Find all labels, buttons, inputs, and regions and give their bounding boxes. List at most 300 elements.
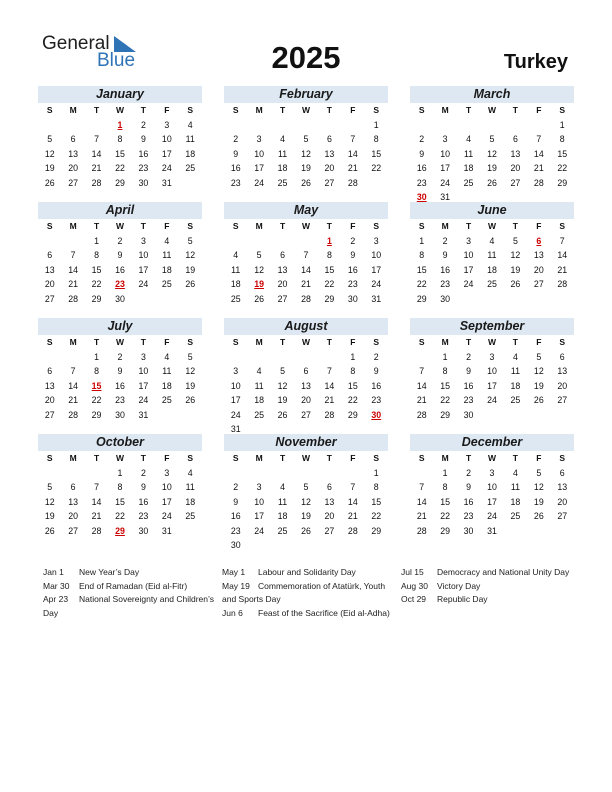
day-cell: 27: [68, 177, 79, 188]
day-cell: 17: [138, 380, 149, 391]
empty-day-cell: [38, 234, 61, 249]
empty-day-cell: [224, 350, 247, 365]
day-cell: 16: [115, 380, 125, 391]
weekday-header: M: [441, 453, 449, 463]
empty-day-cell: [457, 292, 480, 307]
day-cell: 24: [254, 177, 265, 188]
day-cell: 18: [161, 380, 172, 391]
day-cell: 26: [185, 395, 196, 405]
day-cell: 10: [371, 250, 382, 260]
month-january: [38, 86, 202, 190]
day-cell: 12: [44, 496, 55, 507]
day-cell: 28: [533, 177, 544, 188]
weekday-header: T: [140, 453, 146, 463]
day-cell: 4: [280, 134, 285, 144]
day-cell: 28: [347, 177, 358, 188]
empty-day-cell: [271, 234, 294, 249]
day-cell: 22: [115, 511, 125, 521]
holiday-day-cell: 1: [326, 235, 332, 246]
empty-day-cell: [318, 118, 341, 133]
weekday-header: S: [418, 337, 425, 347]
day-cell: 14: [324, 380, 335, 391]
day-cell: 29: [347, 409, 358, 420]
day-cell: 15: [557, 148, 568, 159]
weekday-header: S: [187, 105, 194, 115]
day-cell: 11: [277, 148, 288, 159]
weekday-header: S: [232, 337, 239, 347]
day-cell: 24: [440, 177, 451, 188]
day-cell: 28: [68, 293, 79, 304]
day-cell: 14: [68, 264, 79, 275]
day-cell: 21: [533, 163, 544, 173]
day-cell: 18: [510, 496, 521, 507]
day-cell: 24: [487, 395, 497, 405]
day-cell: 24: [161, 511, 172, 521]
weekday-header: T: [512, 453, 518, 463]
day-cell: 2: [373, 351, 379, 362]
day-cell: 14: [91, 148, 102, 159]
empty-day-cell: [247, 350, 270, 365]
day-cell: 8: [326, 250, 332, 260]
weekday-header: S: [373, 221, 380, 231]
day-grid: [224, 451, 388, 553]
day-cell: 3: [373, 235, 379, 246]
empty-day-cell: [61, 118, 84, 133]
day-cell: 7: [559, 235, 565, 246]
holiday-day-cell: 19: [254, 279, 265, 289]
day-cell: 21: [301, 279, 311, 289]
day-cell: 23: [347, 279, 358, 289]
day-cell: 17: [254, 511, 265, 521]
day-cell: 10: [487, 482, 497, 492]
day-cell: 9: [233, 148, 239, 159]
weekday-header: S: [46, 337, 53, 347]
day-cell: 14: [533, 148, 544, 159]
month-title: August: [224, 318, 388, 335]
empty-day-cell: [551, 408, 574, 423]
day-grid: [38, 335, 202, 422]
day-cell: 22: [91, 395, 102, 405]
day-cell: 2: [466, 467, 471, 478]
day-cell: 14: [557, 250, 568, 260]
day-cell: 26: [301, 525, 311, 536]
day-cell: 23: [138, 163, 149, 173]
holiday-item: [222, 566, 398, 580]
day-cell: 1: [419, 235, 425, 246]
day-cell: 25: [277, 525, 288, 536]
day-cell: 8: [117, 482, 123, 492]
day-cell: 5: [187, 235, 193, 246]
holiday-name: End of Ramadan (Eid al-Fitr): [79, 580, 188, 591]
weekday-header: S: [232, 221, 239, 231]
weekday-header: F: [350, 337, 356, 347]
day-cell: 16: [138, 148, 149, 159]
day-cell: 15: [416, 264, 427, 275]
weekday-header: T: [93, 453, 100, 463]
day-cell: 25: [161, 395, 172, 405]
day-cell: 15: [440, 380, 451, 391]
day-cell: 28: [416, 409, 427, 420]
day-cell: 28: [557, 279, 568, 289]
day-cell: 27: [533, 279, 544, 289]
weekday-header: S: [418, 221, 425, 231]
month-title: January: [38, 86, 202, 103]
day-cell: 22: [440, 511, 451, 521]
holiday-day-cell: 30: [371, 409, 382, 420]
weekday-header: M: [255, 105, 263, 115]
day-cell: 14: [68, 380, 79, 391]
weekday-header: T: [140, 221, 146, 231]
day-cell: 11: [162, 366, 172, 376]
day-cell: 7: [326, 366, 332, 376]
day-cell: 26: [533, 511, 544, 521]
day-cell: 17: [161, 148, 172, 159]
weekday-header: F: [164, 337, 170, 347]
day-cell: 2: [442, 235, 448, 246]
day-cell: 27: [510, 177, 521, 188]
day-cell: 23: [371, 395, 382, 405]
empty-day-cell: [179, 176, 202, 191]
day-cell: 13: [510, 148, 521, 159]
day-cell: 15: [347, 380, 358, 391]
day-cell: 20: [277, 279, 288, 289]
empty-day-cell: [224, 466, 247, 481]
holiday-name: National Sovereignty and Children’s Day: [43, 594, 214, 618]
day-cell: 26: [533, 395, 544, 405]
weekday-header: W: [487, 221, 496, 231]
day-cell: 30: [138, 177, 149, 188]
day-cell: 16: [416, 163, 427, 173]
day-cell: 14: [416, 496, 427, 507]
day-cell: 30: [230, 540, 241, 550]
day-cell: 11: [510, 482, 520, 492]
day-cell: 12: [185, 366, 196, 376]
empty-day-cell: [294, 118, 317, 133]
empty-day-cell: [341, 118, 364, 133]
empty-day-cell: [247, 118, 270, 133]
month-title: September: [410, 318, 574, 335]
day-cell: 12: [487, 148, 497, 159]
day-cell: 6: [326, 134, 332, 144]
day-cell: 9: [140, 482, 146, 492]
day-cell: 15: [91, 264, 102, 275]
day-cell: 23: [138, 511, 149, 521]
day-cell: 16: [230, 511, 241, 521]
day-cell: 29: [371, 525, 382, 536]
empty-day-cell: [247, 466, 270, 481]
day-cell: 27: [324, 525, 335, 536]
day-cell: 20: [68, 163, 79, 173]
day-cell: 8: [373, 482, 379, 492]
day-cell: 20: [44, 279, 55, 289]
month-title: February: [224, 86, 388, 103]
holiday-day-cell: 30: [416, 192, 427, 202]
empty-day-cell: [179, 524, 202, 539]
day-cell: 25: [487, 279, 497, 289]
weekday-header: T: [279, 453, 286, 463]
day-cell: 20: [533, 264, 544, 275]
weekday-header: F: [536, 105, 542, 115]
day-cell: 26: [277, 409, 288, 420]
day-cell: 19: [301, 163, 311, 173]
day-cell: 3: [233, 366, 239, 376]
day-cell: 3: [164, 119, 170, 130]
day-cell: 1: [442, 467, 448, 478]
day-cell: 26: [301, 177, 311, 188]
empty-day-cell: [365, 176, 388, 191]
day-cell: 21: [416, 395, 427, 405]
weekday-header: T: [279, 221, 286, 231]
weekday-header: W: [115, 453, 124, 463]
weekday-header: F: [164, 105, 170, 115]
weekday-header: M: [255, 221, 263, 231]
day-cell: 15: [440, 496, 451, 507]
day-cell: 20: [510, 163, 521, 173]
day-cell: 28: [324, 409, 335, 420]
day-cell: 13: [44, 264, 55, 275]
day-cell: 23: [463, 395, 474, 405]
day-cell: 20: [557, 496, 568, 507]
day-cell: 2: [233, 134, 239, 144]
empty-day-cell: [433, 118, 456, 133]
month-june: [410, 202, 574, 306]
holiday-name: Republic Day: [437, 594, 488, 604]
day-cell: 9: [466, 482, 471, 492]
day-cell: 3: [256, 482, 262, 492]
empty-day-cell: [224, 234, 247, 249]
weekday-header: S: [559, 337, 566, 347]
empty-day-cell: [341, 538, 364, 553]
day-cell: 10: [440, 148, 451, 159]
day-cell: 8: [117, 134, 123, 144]
month-april: [38, 202, 202, 306]
holiday-day-cell: 1: [117, 119, 123, 130]
day-cell: 15: [115, 496, 125, 507]
month-november: [224, 434, 388, 553]
day-cell: 9: [419, 148, 425, 159]
day-cell: 19: [487, 163, 497, 173]
page-header: [0, 0, 612, 84]
day-cell: 16: [463, 496, 474, 507]
day-grid: [38, 103, 202, 190]
day-cell: 11: [162, 250, 172, 260]
day-cell: 29: [115, 177, 125, 188]
day-cell: 3: [164, 467, 170, 478]
empty-day-cell: [247, 234, 270, 249]
day-cell: 10: [161, 134, 172, 144]
empty-day-cell: [527, 408, 550, 423]
day-cell: 14: [301, 264, 311, 275]
empty-day-cell: [410, 118, 433, 133]
weekday-header: F: [350, 453, 356, 463]
empty-day-cell: [457, 118, 480, 133]
empty-day-cell: [294, 466, 317, 481]
day-cell: 8: [442, 366, 448, 376]
weekday-header: W: [487, 105, 496, 115]
day-cell: 25: [277, 177, 288, 188]
month-title: October: [38, 434, 202, 451]
day-cell: 29: [440, 525, 451, 536]
day-cell: 22: [371, 511, 382, 521]
day-cell: 15: [115, 148, 125, 159]
day-cell: 5: [47, 134, 53, 144]
day-cell: 29: [440, 409, 451, 420]
day-cell: 13: [557, 482, 568, 492]
day-cell: 31: [161, 177, 172, 188]
weekday-header: S: [46, 105, 53, 115]
weekday-header: W: [301, 221, 310, 231]
day-cell: 20: [301, 395, 311, 405]
weekday-header: S: [232, 105, 239, 115]
weekday-header: W: [115, 221, 124, 231]
day-cell: 13: [324, 496, 335, 507]
day-grid: [410, 335, 574, 422]
day-cell: 30: [115, 409, 125, 420]
weekday-header: W: [301, 105, 310, 115]
day-cell: 4: [256, 366, 262, 376]
holiday-date: Oct 29: [401, 594, 427, 604]
day-cell: 27: [301, 409, 311, 420]
holiday-date: Jan 1: [43, 567, 64, 577]
day-cell: 1: [442, 351, 448, 362]
month-august: [224, 318, 388, 437]
day-cell: 12: [301, 148, 311, 159]
day-cell: 1: [373, 119, 379, 130]
empty-day-cell: [179, 292, 202, 307]
day-cell: 5: [187, 351, 193, 362]
day-cell: 23: [440, 279, 451, 289]
day-cell: 3: [466, 235, 471, 246]
day-cell: 1: [559, 119, 565, 130]
day-cell: 13: [324, 148, 335, 159]
day-cell: 6: [70, 134, 76, 144]
day-cell: 25: [161, 279, 172, 289]
weekday-header: S: [418, 453, 425, 463]
day-cell: 10: [230, 380, 241, 391]
day-cell: 1: [117, 467, 123, 478]
holiday-name: New Year’s Day: [79, 567, 140, 577]
day-cell: 1: [350, 351, 356, 362]
holiday-day-cell: 15: [91, 380, 102, 391]
weekday-header: T: [512, 221, 518, 231]
day-cell: 25: [510, 395, 521, 405]
month-may: [224, 202, 388, 306]
day-cell: 17: [254, 163, 265, 173]
weekday-header: W: [487, 337, 496, 347]
day-cell: 16: [138, 496, 149, 507]
month-december: [410, 434, 574, 538]
day-cell: 27: [44, 293, 55, 304]
logo-text-blue: Blue: [97, 50, 136, 71]
day-cell: 11: [277, 496, 288, 507]
holiday-day-cell: 29: [115, 525, 125, 536]
day-cell: 5: [303, 134, 309, 144]
weekday-header: T: [465, 221, 472, 231]
day-cell: 9: [117, 366, 123, 376]
day-cell: 8: [559, 134, 565, 144]
weekday-header: S: [187, 453, 194, 463]
day-cell: 16: [371, 380, 382, 391]
weekday-header: F: [164, 221, 170, 231]
empty-day-cell: [271, 118, 294, 133]
weekday-header: T: [465, 337, 472, 347]
day-cell: 4: [489, 235, 495, 246]
day-cell: 30: [440, 293, 451, 304]
day-cell: 3: [256, 134, 262, 144]
day-cell: 29: [91, 293, 102, 304]
empty-day-cell: [504, 408, 527, 423]
day-cell: 12: [254, 264, 265, 275]
day-cell: 25: [230, 293, 241, 304]
day-cell: 25: [510, 511, 521, 521]
day-cell: 26: [510, 279, 521, 289]
day-cell: 26: [487, 177, 497, 188]
weekday-header: M: [255, 337, 263, 347]
weekday-header: M: [69, 453, 77, 463]
day-cell: 17: [230, 395, 241, 405]
day-cell: 4: [164, 235, 170, 246]
holiday-item: [401, 566, 577, 580]
day-cell: 7: [70, 250, 76, 260]
day-cell: 31: [230, 424, 241, 434]
day-cell: 28: [416, 525, 427, 536]
day-cell: 21: [416, 511, 427, 521]
holiday-name: Democracy and National Unity Day: [437, 567, 570, 577]
weekday-header: T: [326, 453, 332, 463]
day-cell: 19: [301, 511, 311, 521]
weekday-header: S: [46, 221, 53, 231]
day-cell: 28: [68, 409, 79, 420]
day-cell: 25: [185, 163, 196, 173]
day-cell: 6: [70, 482, 76, 492]
holiday-day-cell: 6: [536, 235, 542, 246]
day-cell: 1: [373, 467, 379, 478]
empty-day-cell: [155, 292, 178, 307]
day-cell: 9: [466, 366, 471, 376]
holiday-item: [222, 607, 398, 621]
holiday-item: [401, 593, 577, 607]
day-cell: 5: [256, 250, 262, 260]
day-cell: 3: [140, 235, 146, 246]
day-cell: 12: [44, 148, 55, 159]
month-september: [410, 318, 574, 422]
day-cell: 6: [512, 134, 518, 144]
holiday-list-col-2: [222, 566, 398, 620]
day-cell: 12: [533, 366, 544, 376]
weekday-header: F: [164, 453, 170, 463]
holiday-name: Feast of the Sacrifice (Eid al-Adha): [258, 607, 390, 618]
empty-day-cell: [365, 538, 388, 553]
empty-day-cell: [551, 292, 574, 307]
day-cell: 18: [463, 163, 474, 173]
day-cell: 30: [463, 525, 474, 536]
day-cell: 13: [277, 264, 288, 275]
day-cell: 16: [463, 380, 474, 391]
weekday-header: W: [301, 337, 310, 347]
empty-day-cell: [271, 466, 294, 481]
weekday-header: T: [512, 105, 518, 115]
day-cell: 30: [347, 293, 358, 304]
day-cell: 24: [463, 279, 474, 289]
day-cell: 3: [140, 351, 146, 362]
holiday-day-cell: 23: [115, 279, 125, 289]
day-cell: 9: [373, 366, 379, 376]
weekday-header: F: [350, 105, 356, 115]
weekday-header: W: [115, 337, 124, 347]
day-cell: 25: [254, 409, 265, 420]
day-cell: 4: [187, 467, 193, 478]
day-cell: 3: [442, 134, 448, 144]
